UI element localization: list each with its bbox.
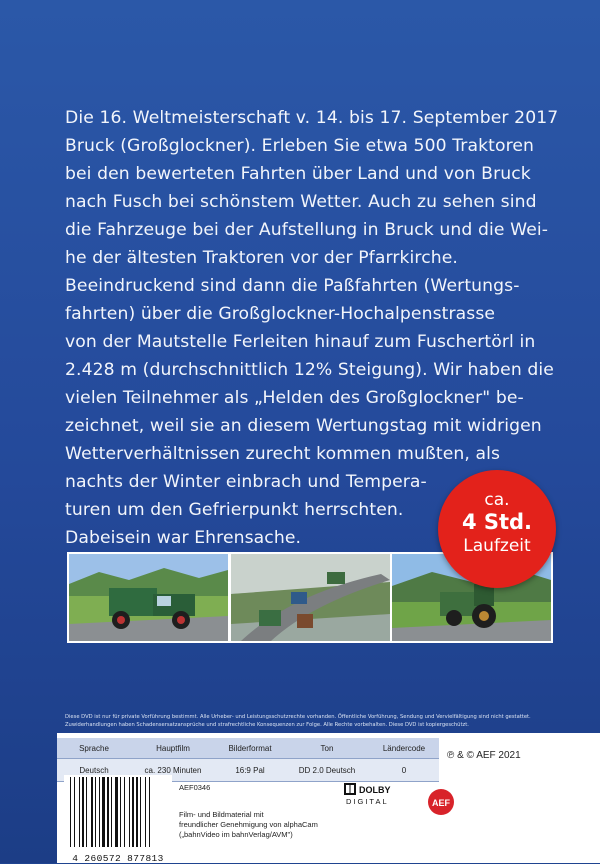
text-line: Dabeisein war Ehrensache. — [65, 528, 302, 548]
aef-logo — [424, 787, 458, 817]
runtime-badge — [438, 470, 556, 588]
description-paragraph-1 — [65, 104, 559, 272]
text-line: nachts der Winter einbrach und Tempera- — [65, 472, 427, 492]
barcode-bar — [107, 777, 109, 847]
barcode-bar — [102, 777, 105, 847]
barcode-bar — [149, 777, 150, 847]
spec-header: Ländercode — [369, 738, 439, 759]
barcode-bar — [111, 777, 112, 847]
barcode-bar — [86, 777, 87, 847]
text-line: he der ältesten Traktoren vor der Pfarrkirche. — [65, 248, 458, 268]
badge-ca: ca. — [484, 490, 510, 510]
digital-text: DIGITAL — [346, 797, 389, 806]
text-line: 2.428 m (durchschnittlich 12% Steigung). Wir haben die — [65, 360, 554, 380]
text-line: vielen Teilnehmer als „Helden des Großglockner" be- — [65, 388, 524, 408]
barcode-bar — [140, 777, 141, 847]
spec-header: Hauptfilm — [131, 738, 215, 759]
legal-notice — [65, 713, 545, 729]
text-line: Beeindruckend sind dann die Paßfahrten (Wertungs- — [65, 276, 520, 296]
dolby-text: DOLBY — [359, 785, 391, 795]
barcode-bar — [99, 777, 100, 847]
image-credit — [179, 810, 318, 840]
text-line: turen um den Gefrierpunkt herrschten. — [65, 500, 404, 520]
barcode-bar — [132, 777, 134, 847]
barcode-bar — [145, 777, 146, 847]
legal-line: Zuwiderhandlungen haben Schadensersatzansprüche und strafrechtliche Konsequenzen zur Folge. Alle Rechte vorbehalten. Diese DVD ist kopiergeschützt. — [65, 722, 469, 728]
barcode-number: 4 260572 877813 — [72, 853, 164, 864]
copyright-notice: ℗ & © AEF 2021 — [447, 750, 521, 761]
badge-runtime-label: Laufzeit — [463, 536, 531, 556]
text-line: von der Mautstelle Ferleiten hinauf zum Fuschertörl in — [65, 332, 536, 352]
spec-value: Deutsch — [57, 759, 131, 782]
spec-value: DD 2.0 Deutsch — [285, 759, 369, 782]
spec-value: 16:9 Pal — [215, 759, 285, 782]
barcode-bar — [124, 777, 125, 847]
text-line: Die 16. Weltmeisterschaft v. 14. bis 17. September 2017 — [65, 108, 559, 128]
barcode-bar — [91, 777, 93, 847]
text-line: bei den bewerteten Fahrten über Land und von Bruck — [65, 164, 531, 184]
barcode-bar — [95, 777, 96, 847]
spec-header-row — [57, 738, 439, 759]
spec-header: Ton — [285, 738, 369, 759]
barcode-bar — [82, 777, 84, 847]
aef-text: AEF — [432, 798, 450, 808]
text-line: Wetterverhältnissen zurecht kommen mußten, als — [65, 444, 501, 464]
spec-header: Bilderformat — [215, 738, 285, 759]
barcode — [64, 775, 172, 853]
credit-line: Film- und Bildmaterial mit — [179, 810, 264, 819]
spec-header: Sprache — [57, 738, 131, 759]
barcode-bar — [79, 777, 80, 847]
text-line: zeichnet, weil sie an diesem Wertungstag mit widrigen — [65, 416, 542, 436]
text-line: fahrten) über die Großglockner-Hochalpenstrasse — [65, 304, 496, 324]
credit-line: („bahnVideo im bahnVerlag/AVM") — [179, 830, 293, 839]
spec-value: ca. 230 Minuten — [131, 759, 215, 782]
badge-hours: 4 Std. — [461, 510, 533, 534]
dolby-digital-logo — [343, 782, 411, 806]
spec-value: 0 — [369, 759, 439, 782]
text-line: nach Fusch bei schönstem Wetter. Auch zu sehen sind — [65, 192, 537, 212]
product-code: AEF0346 — [179, 783, 211, 792]
barcode-bar — [70, 777, 71, 847]
barcode-bar — [74, 777, 75, 847]
barcode-bar — [129, 777, 130, 847]
photo-unimog — [67, 552, 230, 643]
text-line: die Fahrzeuge bei der Aufstellung in Bruck und die Wei- — [65, 220, 549, 240]
legal-line: Diese DVD ist nur für private Vorführung bestimmt. Alle Urheber- und Leistungsschutzrechte vorhanden. Öffentliche Vorführung, Sendung und Vervielfältigung sind nicht gestattet. — [65, 714, 531, 720]
barcode-bar — [120, 777, 121, 847]
barcode-bar — [136, 777, 138, 847]
credit-line: freundlicher Genehmigung von alphaCam — [179, 820, 318, 829]
barcode-bar — [115, 777, 118, 847]
photo-mountain-road — [229, 552, 392, 643]
text-line: Bruck (Großglockner). Erleben Sie etwa 500 Traktoren — [65, 136, 535, 156]
